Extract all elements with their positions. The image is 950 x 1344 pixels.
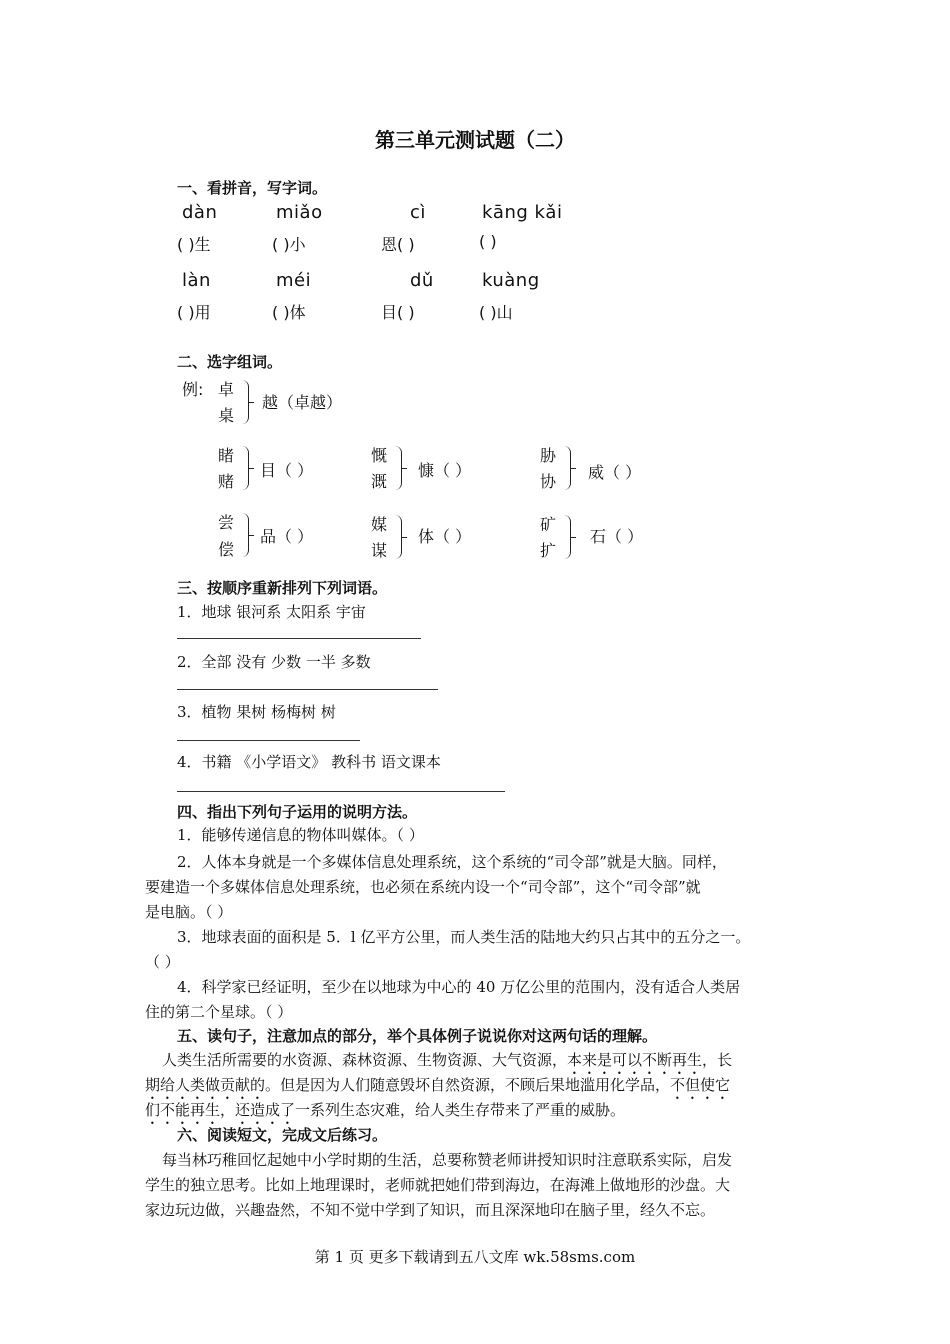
question-line: 4．科学家已经证明，至少在以地球为中心的 40 万亿公里的范围内，没有适合人类居 <box>177 978 741 996</box>
fill-blank[interactable]: 石（ ） <box>590 527 644 546</box>
question-line: （ ） <box>145 953 180 971</box>
brace <box>242 380 249 424</box>
brace <box>395 515 402 559</box>
choice-char: 慨 <box>371 446 388 465</box>
choice-char: 谋 <box>371 541 388 560</box>
brace <box>564 515 571 559</box>
passage-text: 。但是因为人们随意毁坏自然资源，不顾后果地滥用化学品， <box>265 1076 671 1094</box>
answer-line[interactable] <box>177 791 505 792</box>
choice-char: 桌 <box>218 406 235 425</box>
list-item: 1．地球 银河系 太阳系 宇宙 <box>177 603 366 621</box>
emphasized-text: 期给人类做贡献的 <box>145 1076 266 1094</box>
brace <box>242 446 249 490</box>
fill-blank[interactable]: 威（ ） <box>588 463 642 482</box>
choice-char: 协 <box>540 472 557 491</box>
choice-char: 溉 <box>371 472 388 491</box>
section-4-heading: 四、指出下列句子运用的说明方法。 <box>177 803 418 821</box>
pinyin: méi <box>276 270 312 291</box>
choice-char: 矿 <box>540 515 557 534</box>
passage-text: 人类生活所需要的水资源、森林资源、生物资源、大气资源， <box>162 1051 568 1069</box>
question-line: 住的第二个星球。（ ） <box>145 1003 293 1021</box>
pinyin: làn <box>182 270 211 291</box>
choice-char: 尝 <box>218 513 235 532</box>
list-item: 4．书籍 《小学语文》 教科书 语文课本 <box>177 753 441 771</box>
answer-line[interactable] <box>177 689 438 690</box>
pinyin: kuàng <box>482 270 540 291</box>
section-5-heading: 五、读句子，注意加点的部分，举个具体例子说说你对这两句话的理解。 <box>177 1027 658 1045</box>
passage-line: 每当林巧稚回忆起她中小学时期的生活，总要称赞老师讲授知识时注意联系实际，启发 <box>162 1151 733 1169</box>
passage-line: 学生的独立思考。比如上地理课时，老师就把她们带到海边，在海滩上做地形的沙盘。大 <box>145 1176 731 1194</box>
emphasized-text: 们不能再生，还造成了 <box>145 1101 296 1119</box>
choice-char: 赌 <box>218 472 235 491</box>
passage-text: ，长 <box>702 1051 733 1069</box>
pinyin: miǎo <box>276 202 323 223</box>
question-line: 1．能够传递信息的物体叫媒体。（ ） <box>177 826 424 844</box>
emphasized-text: 本来是可以不断再生 <box>567 1051 703 1069</box>
choice-char: 胁 <box>540 446 557 465</box>
answer-blank[interactable]: 恩( ) <box>381 235 415 254</box>
answer-blank[interactable]: ( )生 <box>177 235 211 254</box>
section-6-heading: 六、阅读短文，完成文后练习。 <box>177 1126 388 1144</box>
list-item: 2．全部 没有 少数 一半 多数 <box>177 653 371 671</box>
answer-line[interactable] <box>177 740 360 741</box>
question-line: 要建造一个多媒体信息处理系统，也必须在系统内设一个“司令部”，这个“司令部”就 <box>145 878 701 896</box>
answer-blank[interactable]: ( )山 <box>479 303 513 322</box>
pinyin: dǔ <box>410 270 434 291</box>
page-title: 第三单元测试题（二） <box>375 128 575 152</box>
example-answer: 越（卓越） <box>262 393 343 412</box>
fill-blank[interactable]: 体（ ） <box>418 527 472 546</box>
pinyin: kāng kǎi <box>482 202 563 223</box>
question-line: 是电脑。（ ） <box>145 903 233 921</box>
fill-blank[interactable]: 目（ ） <box>260 461 314 480</box>
list-item: 3．植物 果树 杨梅树 树 <box>177 703 336 721</box>
brace <box>242 513 249 557</box>
section-2-heading: 二、选字组词。 <box>177 353 283 371</box>
brace <box>564 446 571 490</box>
passage-text: 一系列生态灾难，给人类生存带来了严重的威胁。 <box>295 1101 626 1119</box>
section-3-heading: 三、按顺序重新排列下列词语。 <box>177 579 388 597</box>
answer-blank[interactable]: ( )小 <box>272 235 306 254</box>
fill-blank[interactable]: 品（ ） <box>260 527 314 546</box>
choice-char: 睹 <box>218 446 235 465</box>
page-footer: 第 1 页 更多下载请到五八文库 wk.58sms.com <box>314 1248 636 1266</box>
fill-blank[interactable]: 慷（ ） <box>418 461 472 480</box>
emphasized-text: 不但使它 <box>670 1076 731 1094</box>
choice-char: 媒 <box>371 515 388 534</box>
answer-blank[interactable]: ( )体 <box>272 303 306 322</box>
choice-char: 扩 <box>540 541 557 560</box>
question-line: 2．人体本身就是一个多媒体信息处理系统，这个系统的“司令部”就是大脑。同样， <box>177 853 727 871</box>
choice-char: 偿 <box>218 540 235 559</box>
question-line: 3．地球表面的面积是 5．l 亿平方公里，而人类生活的陆地大约只占其中的五分之一。 <box>177 928 751 946</box>
answer-blank[interactable]: 目( ) <box>381 303 415 322</box>
answer-line[interactable] <box>177 638 421 639</box>
answer-blank[interactable]: ( ) <box>479 232 497 251</box>
section-1-heading: 一、看拼音，写字词。 <box>177 179 328 197</box>
example-label: 例: <box>182 380 204 399</box>
brace <box>395 446 402 490</box>
choice-char: 卓 <box>218 380 235 399</box>
pinyin: cì <box>410 202 426 223</box>
answer-blank[interactable]: ( )用 <box>177 303 211 322</box>
pinyin: dàn <box>182 202 218 223</box>
passage-line: 家边玩边做，兴趣盎然，不知不觉中学到了知识，而且深深地印在脑子里，经久不忘。 <box>145 1201 716 1219</box>
